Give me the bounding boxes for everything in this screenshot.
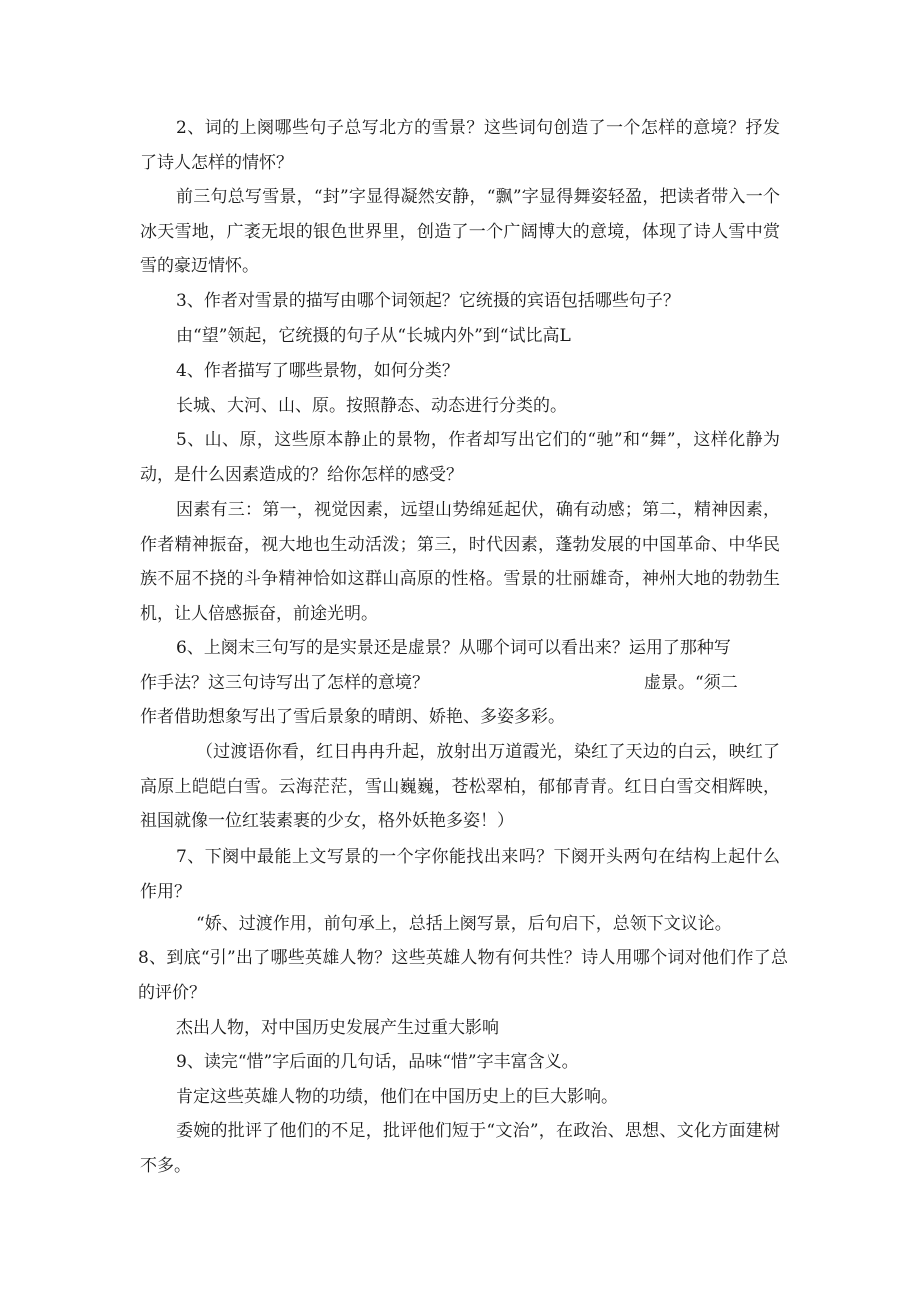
answer-8: 杰出人物，对中国历史发展产生过重大影响 (176, 1018, 499, 1038)
answer-6: 作者借助想象写出了雪后景象的晴朗、娇艳、多姿多彩。 (140, 707, 565, 727)
question-4: 4、作者描写了哪些景物，如何分类？ (176, 361, 459, 381)
answer-5: 因素有三：第一，视觉因素，远望山势绵延起伏，确有动感；第二，精神因素，作者精神振奋，视大地也生动活泼；第三，时代因素，蓬勃发展的中国革命、中华民族不屈不挠的斗争精神恰如这群山高原的性格。雪景的壮丽雄奇，神州大地的勃勃生机，让人倍感振奋，前途光明。 (140, 500, 780, 624)
answer-4: 长城、大河、山、原。按照静态、动态进行分类的。 (176, 396, 567, 416)
question-5: 5、山、原，这些原本静止的景物，作者却写出它们的“驰”和“舞”，这样化静为动，是什么因素造成的？给你怎样的感受？ (140, 430, 780, 485)
answer-7: “娇、过渡作用，前句承上，总括上阕写景，后句启下，总领下文议论。 (196, 914, 732, 934)
transition-paragraph: （过渡语你看，红日冉冉升起，放射出万道霞光，染红了天边的白云，映红了高原上皑皑白雪。云海茫茫，雪山巍巍，苍松翠柏，郁郁青青。红日白雪交相辉映，祖国就像一位红装素裹的少女，格外妖艳多姿！） (140, 742, 780, 832)
question-6-line2 (140, 666, 780, 701)
question-7: 7、下阕中最能上文写景的一个字你能找出来吗？下阕开头两句在结构上起什么作用？ (140, 847, 780, 902)
answer-9-1: 肯定这些英雄人物的功绩，他们在中国历史上的巨大影响。 (176, 1087, 618, 1107)
answer-9-2: 委婉的批评了他们的不足，批评他们短于“文治”，在政治、思想、文化方面建树不多。 (140, 1121, 780, 1176)
question-9: 9、读完“惜”字后面的几句话，品味“惜”字丰富含义。 (176, 1052, 579, 1072)
answer-3: 由“望”领起，它统摄的句子从“长城内外”到“试比高L (176, 326, 571, 346)
answer-6-inline: 虚景。“须二 (644, 673, 738, 693)
question-2: 2、词的上阕哪些句子总写北方的雪景？这些词句创造了一个怎样的意境？抒发了诗人怎样的情怀？ (140, 118, 780, 173)
question-6-line1: 6、上阕末三句写的是实景还是虚景？从哪个词可以看出来？运用了那种写 (176, 638, 731, 658)
question-8: 8、到底“引”出了哪些英雄人物？这些英雄人物有何共性？诗人用哪个词对他们作了总的评价？ (138, 948, 788, 1003)
question-6-line2-text: 作手法？这三句诗写出了怎样的意境？ (140, 673, 429, 693)
question-3: 3、作者对雪景的描写由哪个词领起？它统摄的宾语包括哪些句子？ (176, 291, 680, 311)
answer-2: 前三句总写雪景，“封”字显得凝然安静，“飘”字显得舞姿轻盈，把读者带入一个冰天雪地，广袤无垠的银色世界里，创造了一个广阔博大的意境，体现了诗人雪中赏雪的豪迈情怀。 (140, 187, 780, 277)
